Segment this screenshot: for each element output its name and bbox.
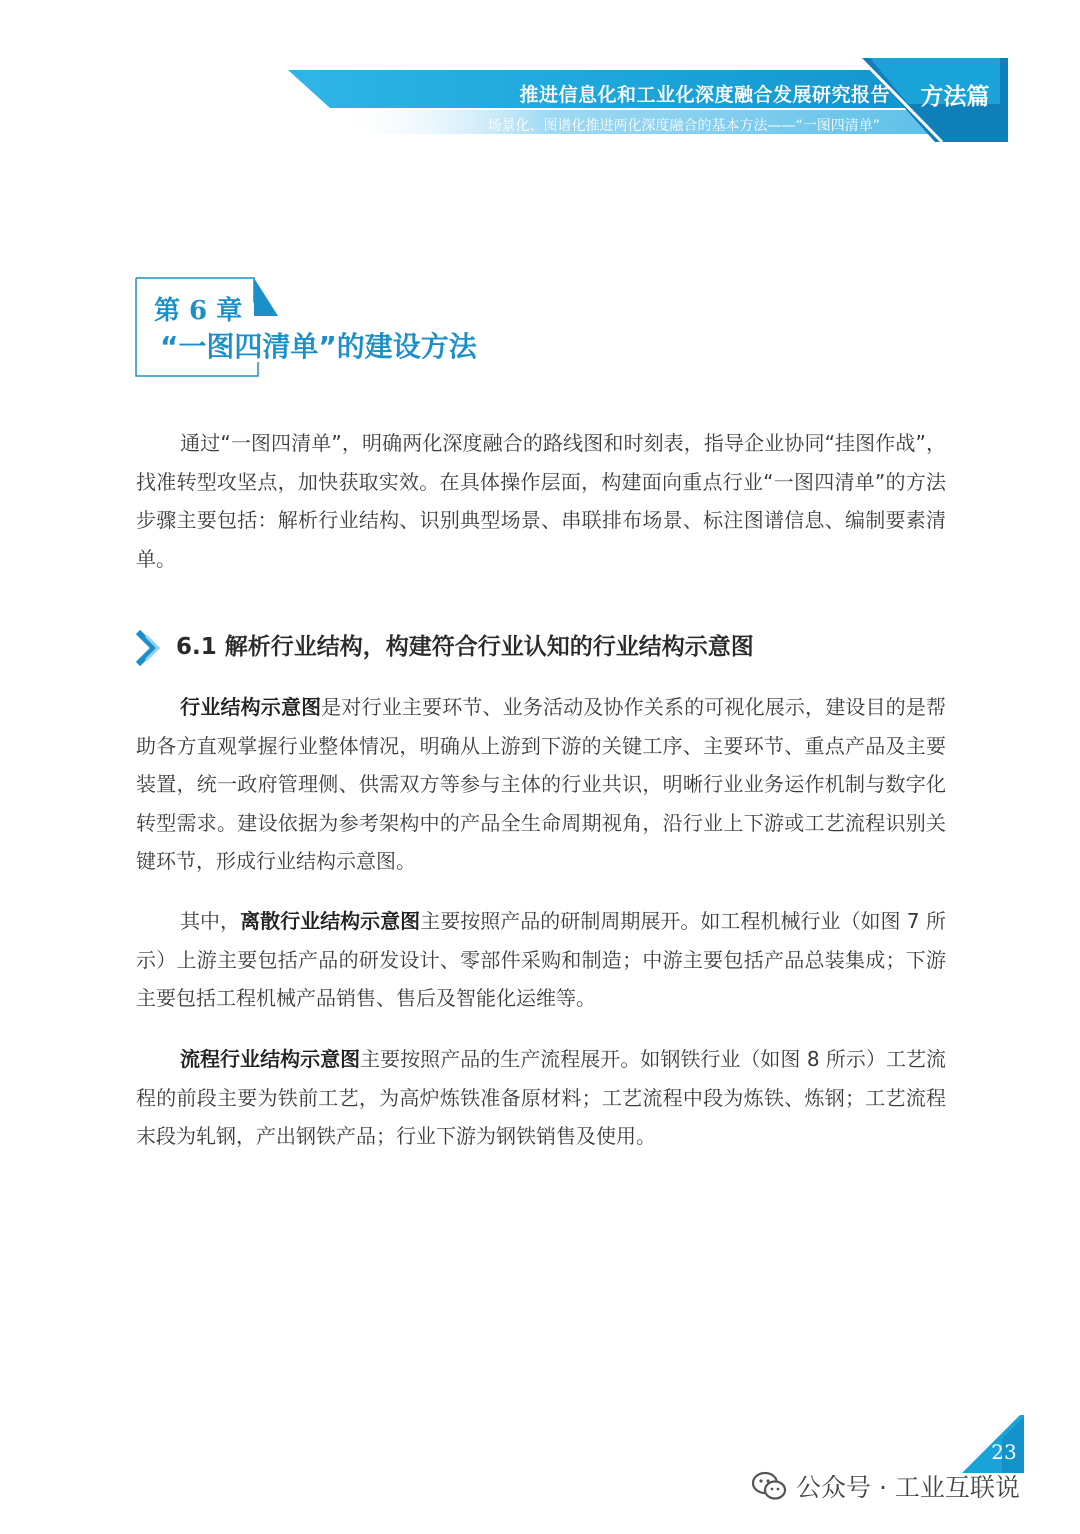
wechat-icon [752,1471,786,1501]
term-industry-structure: 行业结构示意图 [180,695,322,719]
paragraph-2-prefix: 其中， [180,909,241,933]
chapter-title: “一图四清单”的建设方法 [160,330,477,363]
term-discrete-structure: 离散行业结构示意图 [240,909,421,933]
report-title: 推进信息化和工业化深度融合发展研究报告 [519,84,890,106]
paragraph-1-text: 是对行业主要环节、业务活动及协作关系的可视化展示，建设目的是帮助各方直观掌握行业整体情况，明确从上游到下游的关键工序、主要环节、重点产品及主要装置，统一政府管理侧、供需双方等参与主体的行业共识，明晰行业业务运作机制与数字化转型需求。建设依据为参考架构中的产品全生命周期视角，沿行业上下游或工艺流程识别关键环节，形成行业结构示意图。 [136,695,947,873]
chapter-number: 第 6 章 [154,296,243,326]
intro-text: 通过“一图四清单”，明确两化深度融合的路线图和时刻表，指导企业协同“挂图作战”，找准转型攻坚点，加快获取实效。在具体操作层面，构建面向重点行业“一图四清单”的方法步骤主要包括：解析行业结构、识别典型场景、串联排布场景、标注图谱信息、编制要素清单。 [136,431,946,571]
body-paragraph-2 [136,902,946,1018]
intro-paragraph [136,424,946,578]
watermark-text: 公众号 · 工业互联说 [796,1473,1020,1502]
section-heading: 6.1 解析行业结构，构建符合行业认知的行业结构示意图 [176,634,754,660]
section-tag: 方法篇 [920,84,990,110]
body-paragraph-1 [136,688,946,881]
term-process-structure: 流程行业结构示意图 [180,1047,361,1071]
chevron-right-icon [134,628,162,668]
report-subtitle: 场景化、图谱化推进两化深度融合的基本方法——“一图四清单” [487,118,880,134]
paragraph-2-text: 主要按照产品的研制周期展开。如工程机械行业（如图 7 所示）上游主要包括产品的研发设计、零部件采购和制造；中游主要包括产品总装集成；下游主要包括工程机械产品销售、售后及智能化运维等。 [136,909,947,1010]
body-paragraph-3 [136,1040,946,1156]
paragraph-3-text: 主要按照产品的生产流程展开。如钢铁行业（如图 8 所示）工艺流程的前段主要为铁前工艺，为高炉炼铁准备原材料；工艺流程中段为炼铁、炼钢；工艺流程末段为轧钢，产出钢铁产品；行业下游为钢铁销售及使用。 [136,1047,946,1148]
page-number: 23 [991,1440,1017,1464]
watermark [752,1466,1020,1506]
